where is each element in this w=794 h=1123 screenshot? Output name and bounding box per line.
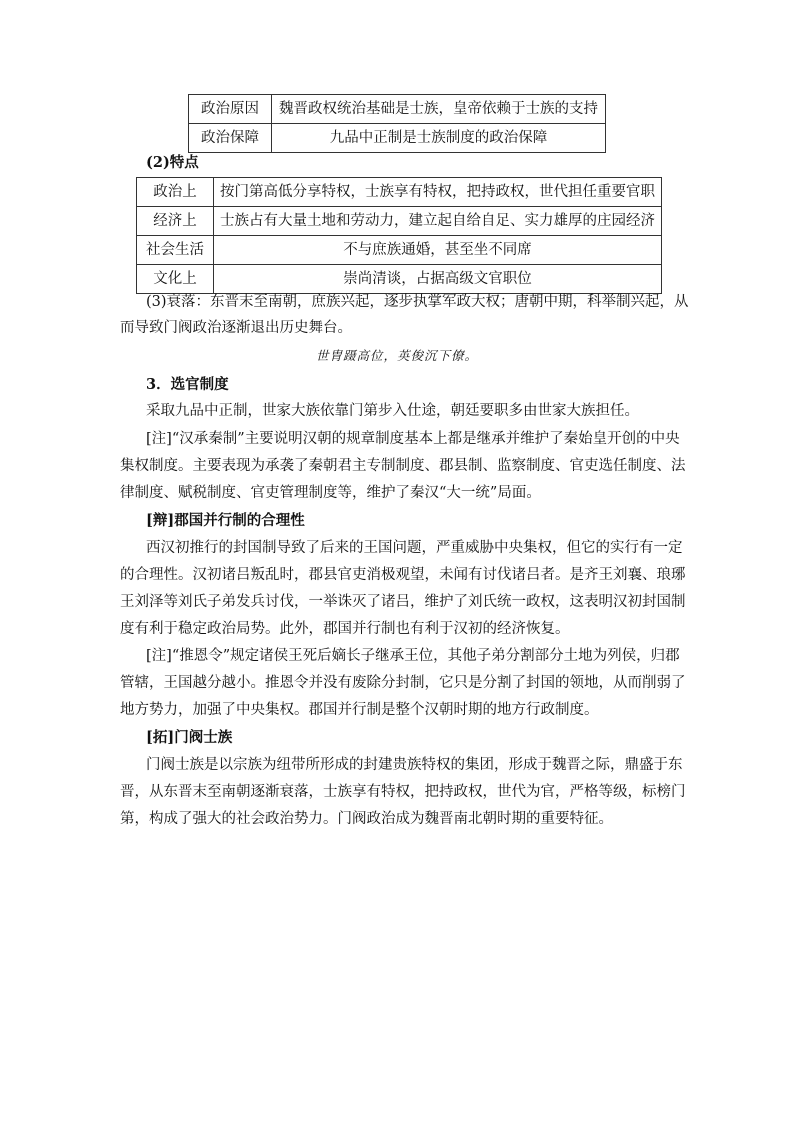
table-cell-value: 按门第高低分享特权，士族享有特权，把持政权，世代担任重要官职 [214, 178, 662, 207]
table-row [137, 265, 662, 294]
decline-line-2: 而导致门阀政治逐渐退出历史舞台。 [120, 320, 352, 336]
features-table [136, 177, 662, 294]
table-cell-value: 九品中正制是士族制度的政治保障 [272, 124, 606, 153]
handwritten-quote: 世胄蹑高位，英俊沉下僚。 [316, 348, 479, 363]
table-cell-value: 不与庶族通婚，甚至坐不同席 [214, 236, 662, 265]
tuo-line-1: 门阀士族是以宗族为纽带所形成的封建贵族特权的集团，形成于魏晋之际，鼎盛于东 [146, 757, 683, 773]
tuo-line-3: 第，构成了强大的社会政治势力。门阀政治成为魏晋南北朝时期的重要特征。 [120, 811, 613, 827]
note-2-line-3: 地方势力，加强了中央集权。郡国并行制是整个汉朝时期的地方行政制度。 [120, 702, 599, 718]
table-cell-value: 崇尚清谈，占据高级文官职位 [214, 265, 662, 294]
table-row [137, 207, 662, 236]
table-cell-value: 士族占有大量土地和劳动力，建立起自给自足、实力雄厚的庄园经济 [214, 207, 662, 236]
section-3-text: 采取九品中正制，世家大族依靠门第步入仕途，朝廷要职多由世家大族担任。 [146, 403, 639, 419]
note-2-line-2: 管辖，王国越分越小。推恩令并没有废除分封制，它只是分割了封国的领地，从而削弱了 [120, 675, 686, 691]
bian-line-3: 王刘泽等刘氏子弟发兵讨伐，一举诛灭了诸吕，维护了刘氏统一政权，这表明汉初封国制 [120, 594, 686, 610]
table-cell-label: 政治保障 [189, 124, 272, 153]
section-features-heading: (2)特点 [146, 154, 199, 171]
table-cell-label: 社会生活 [137, 236, 214, 265]
tuo-line-2: 晋，从东晋末至南朝逐渐衰落，士族享有特权，把持政权，世代为官，严格等级，标榜门 [120, 784, 686, 800]
note-1-line-2: 集权制度。主要表现为承袭了秦朝君主专制制度、郡县制、监察制度、官吏选任制度、法 [120, 458, 686, 474]
table-cell-label: 经济上 [137, 207, 214, 236]
bian-line-1: 西汉初推行的封国制导致了后来的王国问题，严重威胁中央集权，但它的实行有一定 [146, 540, 683, 556]
note-1-line-3: 律制度、赋税制度、官吏管理制度等，维护了秦汉“大一统”局面。 [120, 485, 541, 501]
table-row [137, 178, 662, 207]
table-row [189, 95, 606, 124]
section-3-heading: 3．选官制度 [146, 376, 229, 393]
table-cell-label: 政治上 [137, 178, 214, 207]
table-cell-label: 政治原因 [189, 95, 272, 124]
bian-heading: [辩]郡国并行制的合理性 [146, 512, 305, 529]
note-1-line-1: [注]“汉承秦制”主要说明汉朝的规章制度基本上都是继承并维护了秦始皇开创的中央 [146, 431, 680, 447]
table-row [189, 124, 606, 153]
bian-line-4: 度有利于稳定政治局势。此外，郡国并行制也有利于汉初的经济恢复。 [120, 621, 570, 637]
table-cell-value: 魏晋政权统治基础是士族，皇帝依赖于士族的支持 [272, 95, 606, 124]
tuo-heading: [拓]门阀士族 [146, 729, 233, 746]
political-causes-table [188, 94, 606, 153]
table-row [137, 236, 662, 265]
bian-line-2: 的合理性。汉初诸吕叛乱时，郡县官吏消极观望，未闻有讨伐诸吕者。是齐王刘襄、琅琊 [120, 567, 686, 583]
decline-line-1: (3)衰落：东晋末至南朝，庶族兴起，逐步执掌军政大权；唐朝中期，科举制兴起，从 [146, 294, 689, 310]
note-2-line-1: [注]“推恩令”规定诸侯王死后嫡长子继承王位，其他子弟分割部分土地为列侯，归郡 [146, 648, 680, 664]
table-cell-label: 文化上 [137, 265, 214, 294]
